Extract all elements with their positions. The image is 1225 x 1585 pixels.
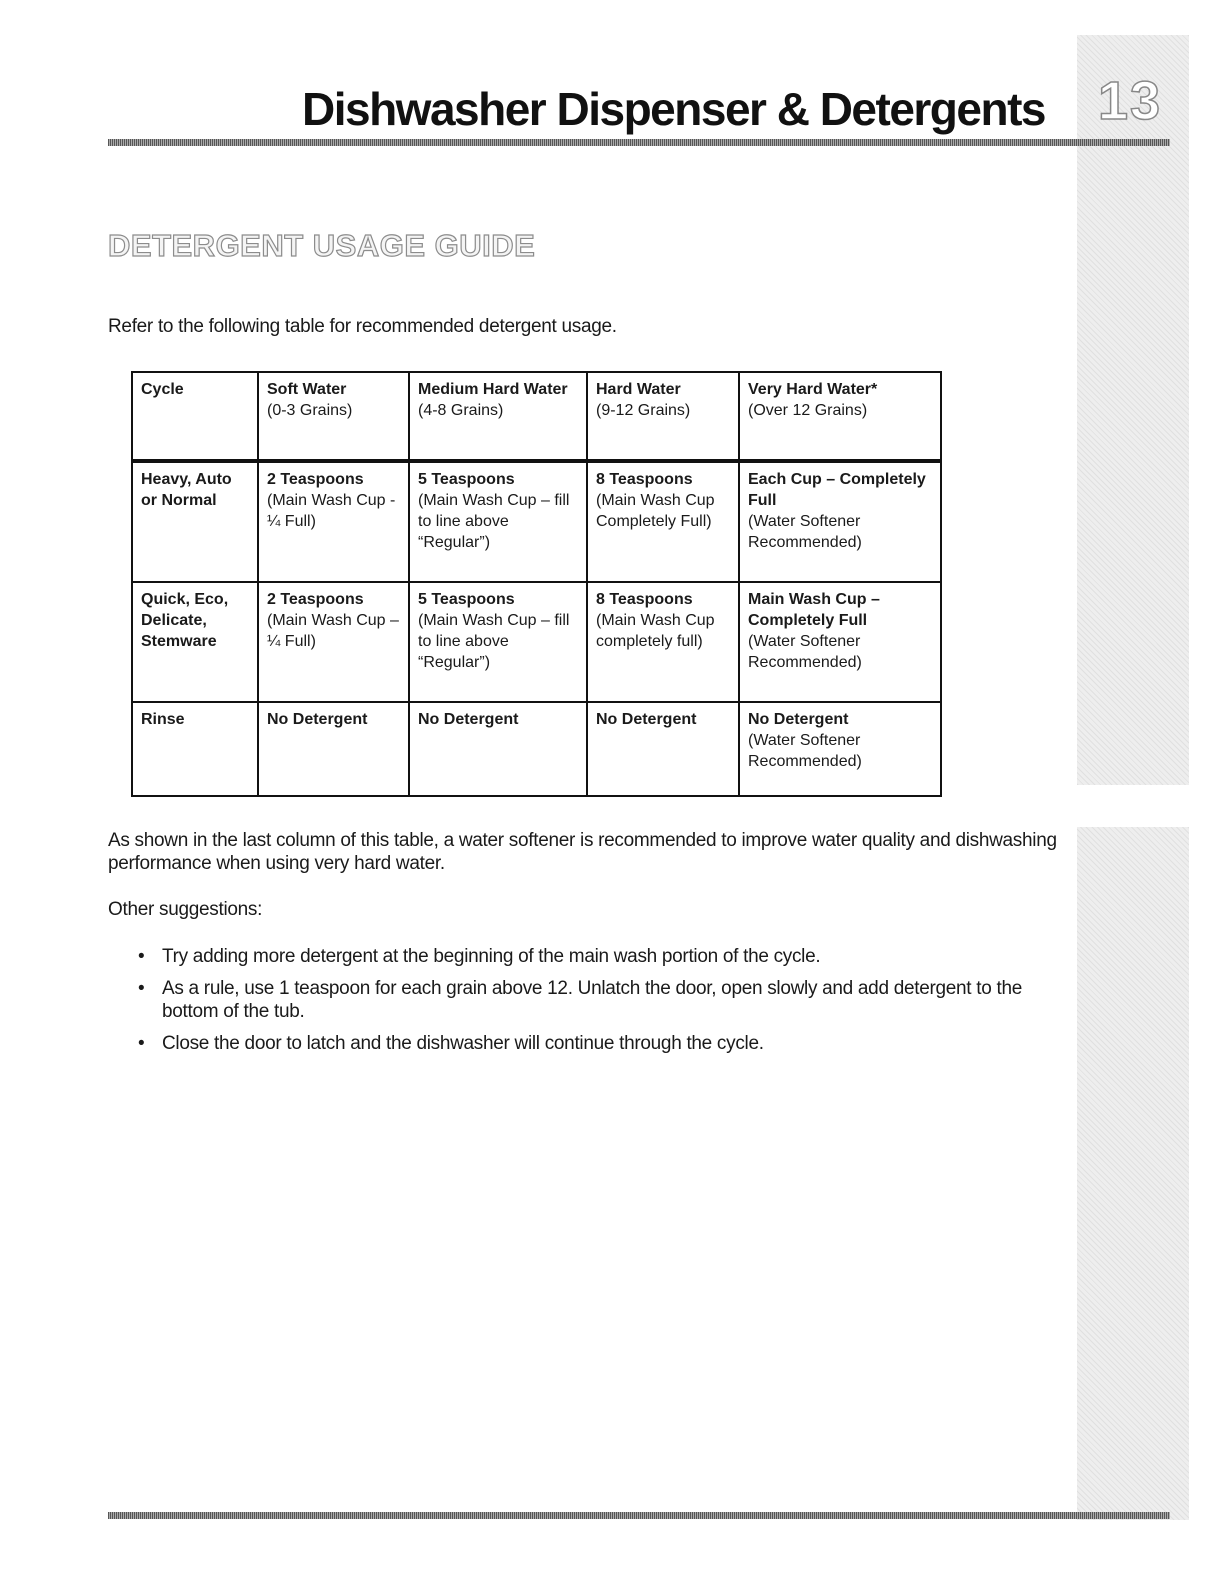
table-cell: Each Cup – Completely Full (Water Softener Recommended) bbox=[739, 461, 941, 582]
cycle-cell: Rinse bbox=[132, 702, 258, 796]
header-rule bbox=[108, 139, 1170, 146]
header-medium-hard-water: Medium Hard Water (4-8 Grains) bbox=[409, 372, 587, 461]
table-header-row bbox=[132, 372, 941, 461]
bullet-icon: • bbox=[138, 1033, 145, 1054]
table-row bbox=[132, 461, 941, 582]
list-item: • Try adding more detergent at the beginning of the main wash portion of the cycle. bbox=[138, 946, 821, 967]
table-cell: Main Wash Cup – Completely Full (Water Softener Recommended) bbox=[739, 582, 941, 702]
bullet-icon: • bbox=[138, 978, 145, 999]
header-soft-water: Soft Water (0-3 Grains) bbox=[258, 372, 409, 461]
table-cell: No Detergent bbox=[258, 702, 409, 796]
list-item: • Close the door to latch and the dishwasher will continue through the cycle. bbox=[138, 1033, 764, 1054]
suggestions-label: Other suggestions: bbox=[108, 899, 263, 920]
table-row bbox=[132, 702, 941, 796]
table-cell: No Detergent (Water Softener Recommended) bbox=[739, 702, 941, 796]
header-hard-water: Hard Water (9-12 Grains) bbox=[587, 372, 739, 461]
softener-paragraph: As shown in the last column of this table, a water softener is recommended to improve water quality and dishwashing performance when using very hard water. bbox=[108, 830, 1057, 874]
detergent-usage-table bbox=[131, 371, 942, 797]
table-cell: No Detergent bbox=[409, 702, 587, 796]
cycle-cell: Heavy, Auto or Normal bbox=[132, 461, 258, 582]
page-title: Dishwasher Dispenser & Detergents bbox=[302, 83, 1045, 135]
table-cell: 2 Teaspoons (Main Wash Cup - ¼ Full) bbox=[258, 461, 409, 582]
table-cell: 5 Teaspoons (Main Wash Cup – fill to line above “Regular”) bbox=[409, 461, 587, 582]
side-tab-stripe bbox=[1077, 35, 1189, 1520]
table-cell: 2 Teaspoons (Main Wash Cup – ¼ Full) bbox=[258, 582, 409, 702]
table-cell: No Detergent bbox=[587, 702, 739, 796]
footer-rule bbox=[108, 1512, 1170, 1519]
cycle-cell: Quick, Eco, Delicate, Stemware bbox=[132, 582, 258, 702]
table-cell: 8 Teaspoons (Main Wash Cup Completely Full) bbox=[587, 461, 739, 582]
suggestions-list bbox=[108, 945, 1058, 1064]
table-row bbox=[132, 582, 941, 702]
header-very-hard-water: Very Hard Water* (Over 12 Grains) bbox=[739, 372, 941, 461]
bullet-icon: • bbox=[138, 946, 145, 967]
page-number: 13 bbox=[1098, 71, 1163, 131]
header-cycle: Cycle bbox=[132, 372, 258, 461]
intro-text: Refer to the following table for recommended detergent usage. bbox=[108, 316, 617, 337]
table-cell: 5 Teaspoons (Main Wash Cup – fill to line above “Regular”) bbox=[409, 582, 587, 702]
table-cell: 8 Teaspoons (Main Wash Cup completely full) bbox=[587, 582, 739, 702]
list-item: • As a rule, use 1 teaspoon for each grain above 12. Unlatch the door, open slowly and add detergent to the bottom of the tub. bbox=[138, 978, 1022, 1022]
section-heading: DETERGENT USAGE GUIDE bbox=[108, 228, 536, 263]
